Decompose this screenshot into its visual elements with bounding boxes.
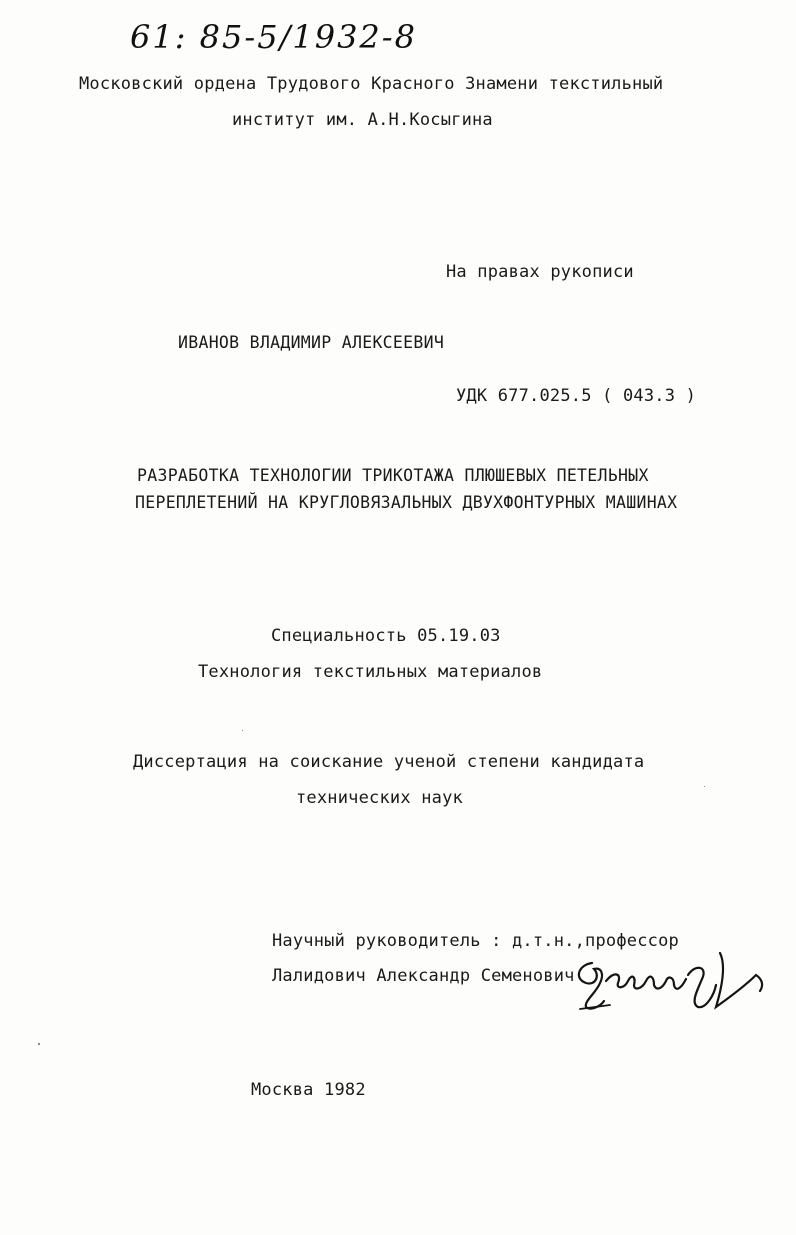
scan-speck: [38, 1043, 40, 1045]
institution-line-1: Московский ордена Трудового Красного Знамени текстильный: [79, 74, 664, 94]
dissertation-degree-line-2: технических наук: [296, 788, 463, 808]
scan-speck: [242, 730, 243, 731]
supervisor-name: Лалидович Александр Семенович: [272, 966, 575, 986]
dissertation-title-line-1: РАЗРАБОТКА ТЕХНОЛОГИИ ТРИКОТАЖА ПЛЮШЕВЫХ ПЕТЕЛЬНЫХ: [137, 466, 649, 485]
handwritten-archive-number: 61: 85-5/1932-8: [130, 18, 417, 56]
author-name: ИВАНОВ ВЛАДИМИР АЛЕКСЕЕВИЧ: [178, 333, 445, 352]
supervisor-title: Научный руководитель : д.т.н.,профессор: [272, 931, 679, 951]
city-and-year: Москва 1982: [251, 1080, 366, 1100]
specialty-code: Специальность 05.19.03: [271, 626, 501, 646]
dissertation-degree-line-1: Диссертация на соискание ученой степени кандидата: [133, 752, 645, 772]
scan-speck: [704, 786, 705, 787]
signature-image: [570, 945, 775, 1020]
institution-line-2: институт им. А.Н.Косыгина: [232, 110, 493, 130]
dissertation-title-line-2: ПЕРЕПЛЕТЕНИЙ НА КРУГЛОВЯЗАЛЬНЫХ ДВУХФОНТУРНЫХ МАШИНАХ: [135, 493, 678, 512]
manuscript-rights-note: На правах рукописи: [446, 262, 634, 282]
specialty-name: Технология текстильных материалов: [198, 662, 543, 682]
udc-code: УДК 677.025.5 ( 043.3 ): [456, 386, 697, 406]
